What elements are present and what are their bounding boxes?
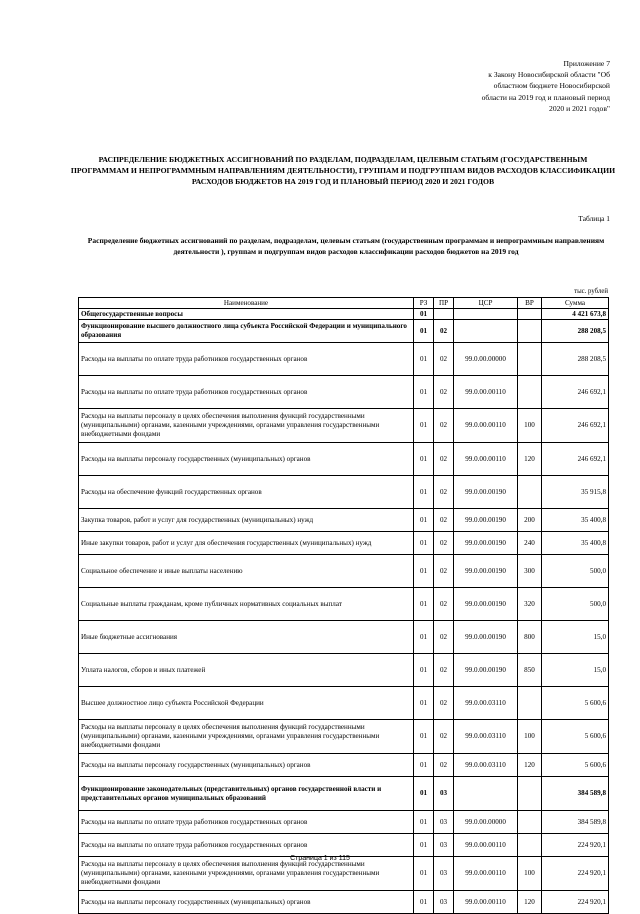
column-header-vr: ВР: [518, 298, 542, 309]
row-sum: 224 920,1: [542, 834, 609, 857]
row-name: Расходы на выплаты персоналу государственных (муниципальных) органов: [79, 891, 414, 914]
row-sum: 384 589,8: [542, 811, 609, 834]
row-name: Расходы на выплаты персоналу в целях обеспечения выполнения функций государственными (муниципальными) органами, казенными учреждениями, органами управления государственными внебюджетными фондами: [79, 720, 414, 754]
table-row: [79, 811, 609, 834]
row-name: Расходы на обеспечение функций государственных органов: [79, 476, 414, 509]
row-pr: 03: [434, 834, 454, 857]
row-rz: 01: [414, 409, 434, 443]
row-pr: 02: [434, 476, 454, 509]
table-row: [79, 621, 609, 654]
row-name: Закупка товаров, работ и услуг для государственных (муниципальных) нужд: [79, 509, 414, 532]
row-name: Расходы на выплаты по оплате труда работников государственных органов: [79, 376, 414, 409]
table-row: [79, 309, 609, 320]
row-rz: 01: [414, 532, 434, 555]
table-row: [79, 588, 609, 621]
row-csr: [454, 777, 518, 811]
row-vr: 100: [518, 720, 542, 754]
row-csr: 99.0.00.00110: [454, 409, 518, 443]
row-vr: [518, 777, 542, 811]
row-sum: 5 600,6: [542, 754, 609, 777]
row-csr: [454, 320, 518, 343]
row-pr: 02: [434, 443, 454, 476]
row-vr: 800: [518, 621, 542, 654]
table-row: [79, 476, 609, 509]
row-name: Расходы на выплаты персоналу в целях обеспечения выполнения функций государственными (муниципальными) органами, казенными учреждениями, органами управления государственными внебюджетными фондами: [79, 857, 414, 891]
row-name: Расходы на выплаты персоналу государственных (муниципальных) органов: [79, 754, 414, 777]
row-vr: [518, 811, 542, 834]
table-row: [79, 654, 609, 687]
row-name: Расходы на выплаты по оплате труда работников государственных органов: [79, 811, 414, 834]
row-sum: 5 600,6: [542, 687, 609, 720]
row-csr: 99.0.00.00190: [454, 588, 518, 621]
row-csr: 99.0.00.00190: [454, 621, 518, 654]
row-csr: 99.0.00.03110: [454, 754, 518, 777]
row-csr: 99.0.00.03110: [454, 720, 518, 754]
document-title: РАСПРЕДЕЛЕНИЕ БЮДЖЕТНЫХ АССИГНОВАНИЙ ПО РАЗДЕЛАМ, ПОДРАЗДЕЛАМ, ЦЕЛЕВЫМ СТАТЬЯМ (ГОСУДАРСТВЕННЫМ ПРОГРАММАМ И НЕПРОГРАММНЫМ НАПРАВЛЕНИЯМ ДЕЯТЕЛЬНОСТИ), ГРУППАМ И ПОДГРУППАМ ВИДОВ РАСХОДОВ КЛАССИФИКАЦИИ РАСХОДОВ БЮДЖЕТОВ НА 2019 ГОД И ПЛАНОВЫЙ ПЕРИОД 2020 И 2021 ГОДОВ: [70, 155, 616, 186]
column-header-sum: Сумма: [542, 298, 609, 309]
row-rz: 01: [414, 687, 434, 720]
table-row: [79, 720, 609, 754]
appendix-line: области на 2019 год и плановый период: [481, 92, 610, 102]
table-row: [79, 343, 609, 376]
row-sum: 35 400,8: [542, 532, 609, 555]
column-header-csr: ЦСР: [454, 298, 518, 309]
row-vr: 300: [518, 555, 542, 588]
row-csr: 99.0.00.00190: [454, 509, 518, 532]
row-pr: 02: [434, 588, 454, 621]
appendix-note: [390, 58, 610, 114]
row-name: Социальное обеспечение и иные выплаты населению: [79, 555, 414, 588]
row-sum: 246 692,1: [542, 409, 609, 443]
row-rz: 01: [414, 320, 434, 343]
column-header-rz: РЗ: [414, 298, 434, 309]
row-pr: 02: [434, 509, 454, 532]
row-rz: 01: [414, 476, 434, 509]
table-row: [79, 754, 609, 777]
row-sum: 35 400,8: [542, 509, 609, 532]
row-pr: 03: [434, 777, 454, 811]
row-sum: 500,0: [542, 588, 609, 621]
row-sum: 246 692,1: [542, 443, 609, 476]
table-row: [79, 777, 609, 811]
row-sum: 224 920,1: [542, 857, 609, 891]
row-rz: 01: [414, 343, 434, 376]
row-sum: 288 208,5: [542, 320, 609, 343]
row-vr: [518, 309, 542, 320]
row-name: Расходы на выплаты по оплате труда работников государственных органов: [79, 343, 414, 376]
row-csr: 99.0.00.00190: [454, 555, 518, 588]
row-vr: [518, 320, 542, 343]
row-vr: 120: [518, 443, 542, 476]
row-name: Расходы на выплаты по оплате труда работников государственных органов: [79, 834, 414, 857]
row-pr: 02: [434, 687, 454, 720]
table-row: [79, 509, 609, 532]
row-vr: 120: [518, 891, 542, 914]
row-name: Иные бюджетные ассигнования: [79, 621, 414, 654]
column-header-pr: ПР: [434, 298, 454, 309]
row-pr: 02: [434, 754, 454, 777]
row-rz: 01: [414, 654, 434, 687]
table-row: [79, 443, 609, 476]
row-vr: 120: [518, 754, 542, 777]
row-pr: 02: [434, 376, 454, 409]
row-rz: 01: [414, 754, 434, 777]
row-rz: 01: [414, 588, 434, 621]
row-csr: [454, 309, 518, 320]
row-rz: 01: [414, 555, 434, 588]
table-subtitle: Распределение бюджетных ассигнований по разделам, подразделам, целевым статьям (государственным программам и непрограммным направлениям деятельности ), группам и подгруппам видов расходов классификации расходов бюджетов на 2019 год: [87, 236, 605, 256]
row-rz: 01: [414, 621, 434, 654]
row-name: Социальные выплаты гражданам, кроме публичных нормативных социальных выплат: [79, 588, 414, 621]
appendix-line: Приложение 7: [563, 59, 610, 68]
row-rz: 01: [414, 857, 434, 891]
row-pr: 03: [434, 891, 454, 914]
row-pr: 02: [434, 320, 454, 343]
table-row: [79, 687, 609, 720]
row-vr: 240: [518, 532, 542, 555]
units-label: тыс. рублей: [574, 288, 608, 295]
row-vr: [518, 476, 542, 509]
row-pr: 02: [434, 720, 454, 754]
row-vr: 200: [518, 509, 542, 532]
row-pr: 02: [434, 532, 454, 555]
row-name: Расходы на выплаты персоналу государственных (муниципальных) органов: [79, 443, 414, 476]
row-rz: 01: [414, 309, 434, 320]
row-name: Функционирование высшего должностного лица субъекта Российской Федерации и муниципального образования: [79, 320, 414, 343]
row-sum: 15,0: [542, 654, 609, 687]
row-sum: 384 589,8: [542, 777, 609, 811]
table-header-row: [79, 298, 609, 309]
table-row: [79, 891, 609, 914]
row-name: Иные закупки товаров, работ и услуг для обеспечения государственных (муниципальных) нужд: [79, 532, 414, 555]
row-rz: 01: [414, 509, 434, 532]
table-row: [79, 555, 609, 588]
row-pr: [434, 309, 454, 320]
row-name: Функционирование законодательных (представительных) органов государственной власти и представительных органов муниципальных образований: [79, 777, 414, 811]
row-rz: 01: [414, 891, 434, 914]
table-row: [79, 320, 609, 343]
row-csr: 99.0.00.00110: [454, 443, 518, 476]
row-sum: 288 208,5: [542, 343, 609, 376]
budget-table: [78, 297, 609, 914]
table-row: [79, 409, 609, 443]
row-sum: 15,0: [542, 621, 609, 654]
row-sum: 5 600,6: [542, 720, 609, 754]
row-csr: 99.0.00.00110: [454, 891, 518, 914]
row-csr: 99.0.00.00110: [454, 376, 518, 409]
row-sum: 35 915,8: [542, 476, 609, 509]
row-name: Уплата налогов, сборов и иных платежей: [79, 654, 414, 687]
row-csr: 99.0.00.00190: [454, 654, 518, 687]
row-vr: 320: [518, 588, 542, 621]
row-csr: 99.0.00.00190: [454, 476, 518, 509]
row-pr: 02: [434, 409, 454, 443]
row-sum: 4 421 673,8: [542, 309, 609, 320]
column-header-name: Наименование: [79, 298, 414, 309]
row-csr: 99.0.00.00000: [454, 343, 518, 376]
table-row: [79, 376, 609, 409]
page-number: Страница 1 из 115: [290, 855, 350, 862]
row-rz: 01: [414, 443, 434, 476]
row-vr: [518, 687, 542, 720]
row-name: Высшее должностное лицо субъекта Российской Федерации: [79, 687, 414, 720]
row-vr: 100: [518, 409, 542, 443]
row-pr: 02: [434, 654, 454, 687]
appendix-line: областном бюджете Новосибирской: [493, 81, 610, 91]
appendix-line: к Закону Новосибирской области "Об: [488, 70, 610, 80]
row-vr: 100: [518, 857, 542, 891]
row-vr: [518, 376, 542, 409]
row-csr: 99.0.00.00110: [454, 857, 518, 891]
row-vr: [518, 834, 542, 857]
row-pr: 02: [434, 343, 454, 376]
row-pr: 03: [434, 811, 454, 834]
row-rz: 01: [414, 720, 434, 754]
row-name: Расходы на выплаты персоналу в целях обеспечения выполнения функций государственными (муниципальными) органами, казенными учреждениями, органами управления государственными внебюджетными фондами: [79, 409, 414, 443]
row-pr: 03: [434, 857, 454, 891]
row-sum: 500,0: [542, 555, 609, 588]
row-rz: 01: [414, 777, 434, 811]
row-sum: 224 920,1: [542, 891, 609, 914]
row-pr: 02: [434, 555, 454, 588]
row-csr: 99.0.00.00110: [454, 834, 518, 857]
appendix-line: 2020 и 2021 годов": [549, 103, 610, 113]
row-rz: 01: [414, 376, 434, 409]
row-pr: 02: [434, 621, 454, 654]
row-csr: 99.0.00.03110: [454, 687, 518, 720]
row-rz: 01: [414, 811, 434, 834]
row-name: Общегосударственные вопросы: [79, 309, 414, 320]
table-row: [79, 532, 609, 555]
row-csr: 99.0.00.00000: [454, 811, 518, 834]
table-row: [79, 834, 609, 857]
table-number: Таблица 1: [578, 214, 610, 223]
row-vr: [518, 343, 542, 376]
row-sum: 246 692,1: [542, 376, 609, 409]
row-csr: 99.0.00.00190: [454, 532, 518, 555]
row-rz: 01: [414, 834, 434, 857]
row-vr: 850: [518, 654, 542, 687]
